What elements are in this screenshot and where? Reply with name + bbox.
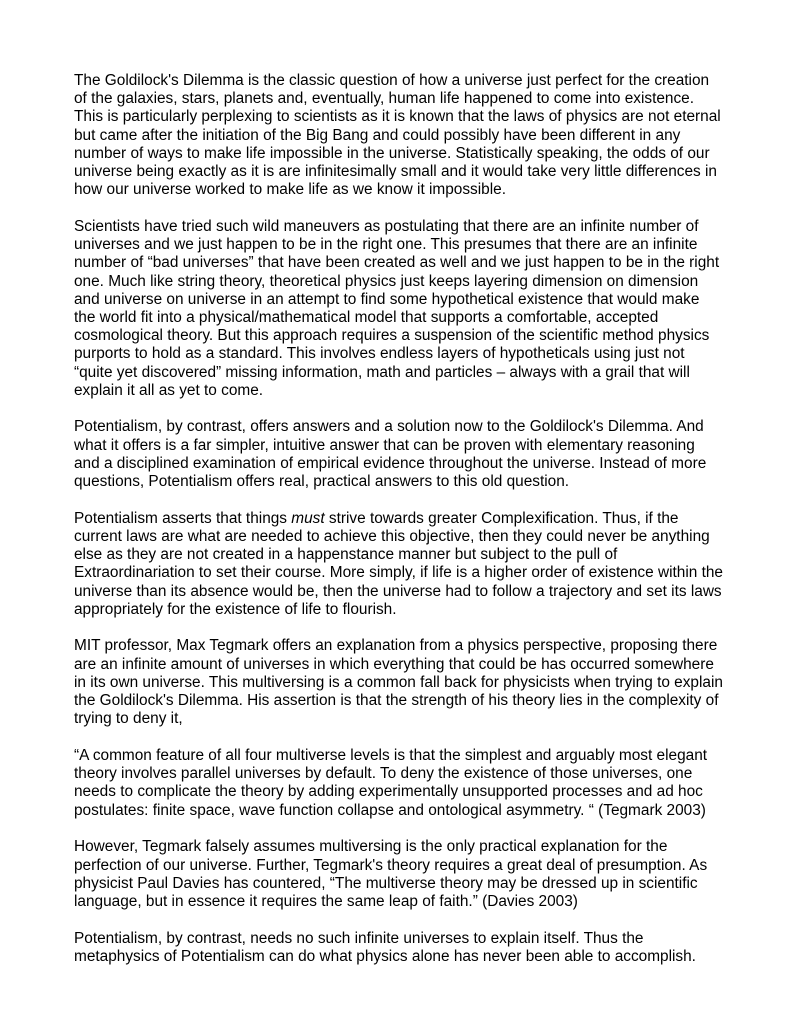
paragraph-conclusion: Potentialism, by contrast, needs no such infinite universes to explain itself. Thus the metaphysics of Potentialism can do what physics alone has never been able to accomplish. [74, 929, 696, 965]
paragraph-davies-counter: However, Tegmark falsely assumes multiversing is the only practical explanation for the perfection of our universe. Further, Tegmark's theory requires a great deal of presumption. As physicist Paul Davies has countered, “The multiverse theory may be dressed up in scientific language, but in essence it requires the same leap of faith.” (Davies 2003) [74, 838, 708, 910]
paragraph-goldilocks-dilemma: The Goldilock's Dilemma is the classic question of how a universe just perfect for the creation of the galaxies, stars, planets and, eventually, human life happened to come into existence. This is particularly perplexing to scientists as it is known that the laws of physics are not eternal but came after the initiation of the Big Bang and could possibly have been different in any number of ways to make life impossible in the universe. Statistically speaking, the odds of our universe being exactly as it is are infinitesimally small and it would take very little differences in how our universe worked to make life as we know it impossible. [74, 72, 721, 199]
paragraph-tegmark-quote: “A common feature of all four multiverse levels is that the simplest and arguably most elegant theory involves parallel universes by default. To deny the existence of those universes, one needs to complicate the theory by adding experimentally unsupported processes and ad hoc postulates: finite space, wave function collapse and ontological asymmetry. “ (Tegmark 2003) [74, 747, 708, 819]
paragraph-text-before: Potentialism asserts that things [74, 509, 292, 527]
emphasis-text: must [291, 509, 325, 527]
paragraph-potentialism-answers: Potentialism, by contrast, offers answers and a solution now to the Goldilock's Dilemma. And what it offers is a far simpler, intuitive answer that can be proven with elementary reasoning and a disciplined examination of empirical evidence throughout the universe. Instead of more questions, Potentialism offers real, practical answers to this old question. [74, 418, 707, 491]
paragraph-tegmark: MIT professor, Max Tegmark offers an explanation from a physics perspective, proposing there are an infinite amount of universes in which everything that could be has occurred somewhere in its own universe. This multiversing is a common fall back for physicists when trying to explain the Goldilock's Dilemma. His assertion is that the strength of his theory lies in the complexity of trying to deny it, [74, 637, 723, 728]
paragraph-text-after: strive towards greater Complexification. Thus, if the current laws are what are needed to achieve this objective, then they could never be anything else as they are not created in a happenstance manner but subject to the pull of Extraordinariation to set their course. More simply, if life is a higher order of existence within the universe than its absence would be, then the universe had to follow a trajectory and set its laws appropriately for the existence of life to flourish. [74, 509, 723, 618]
paragraph-infinite-universes: Scientists have tried such wild maneuvers as postulating that there are an infinite number of universes and we just happen to be in the right one. This presumes that there are an infinite number of “bad universes” that have been created as well and we just happen to be in the right one. Much like string theory, theoretical physics just keeps layering dimension on dimension and universe on universe in an attempt to find some hypothetical existence that would make the world fit into a physical/mathematical model that supports a comfortable, accepted cosmological theory. But this approach requires a suspension of the scientific method physics purports to hold as a standard. This involves endless layers of hypotheticals using just not “quite yet discovered” missing information, math and particles – always with a grail that will explain it all as yet to come. [74, 217, 720, 399]
document-page [74, 72, 724, 966]
paragraph-complexification [74, 510, 724, 619]
